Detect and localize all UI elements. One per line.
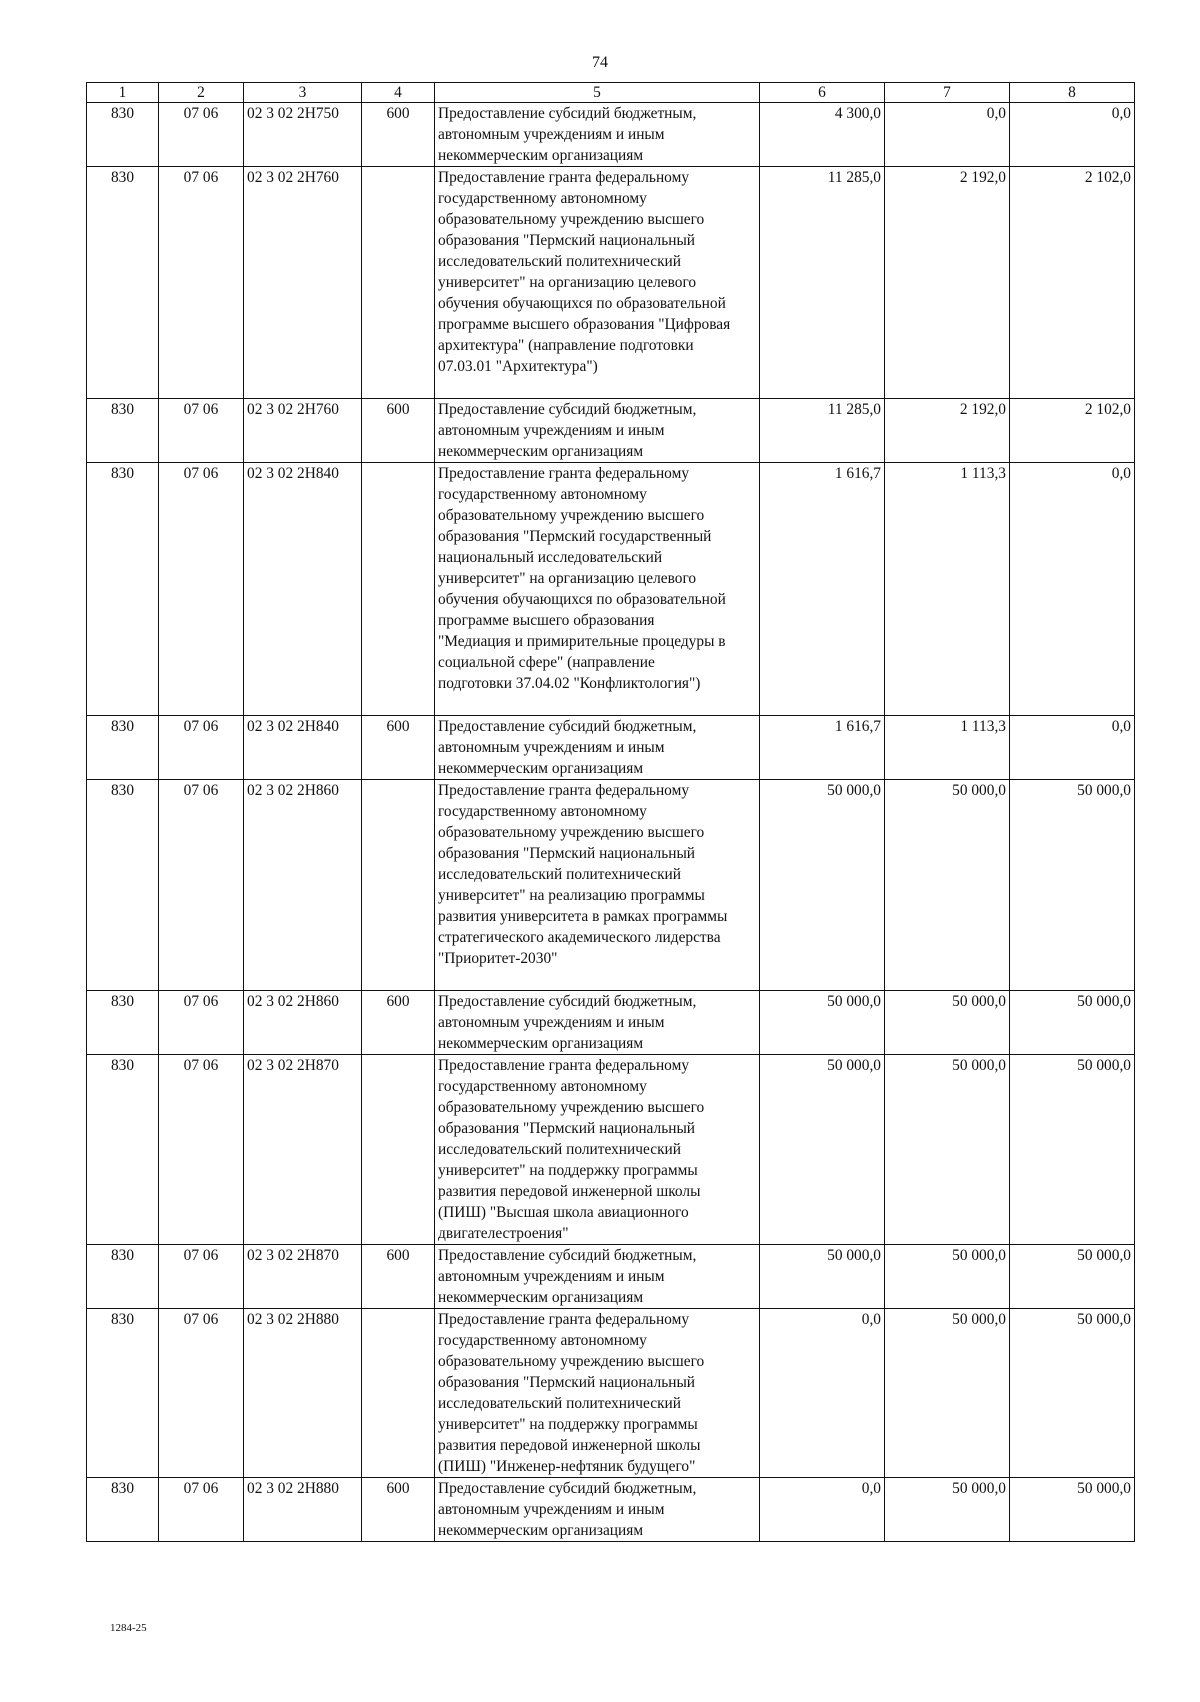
description-line: двигателестроения" — [438, 1225, 569, 1242]
description-line: образовательному учреждению высшего — [438, 824, 705, 841]
description-line: "Приоритет-2030" — [438, 950, 558, 967]
cell-expense-type — [362, 1309, 435, 1478]
description-line: государственному автономному — [438, 1078, 647, 1095]
cell-amount-year-2: 50 000,0 — [885, 1478, 1010, 1542]
cell-target-article: 02 3 02 2Н860 — [244, 991, 362, 1055]
table-row — [87, 780, 1135, 991]
cell-amount-year-2: 50 000,0 — [885, 1055, 1010, 1245]
description-line: Предоставление субсидий бюджетным, — [438, 105, 697, 122]
description-line: образования "Пермский национальный — [438, 1120, 696, 1137]
cell-amount-year-3: 50 000,0 — [1010, 1055, 1135, 1245]
cell-amount-year-1: 0,0 — [760, 1309, 885, 1478]
description-line: автономным учреждениям и иным — [438, 126, 665, 143]
cell-target-article: 02 3 02 2Н870 — [244, 1055, 362, 1245]
cell-description — [435, 716, 760, 780]
description-line: государственному автономному — [438, 190, 647, 207]
description-line: автономным учреждениям и иным — [438, 1014, 665, 1031]
row-spacer — [438, 969, 756, 990]
row-spacer — [438, 377, 756, 398]
cell-target-article: 02 3 02 2Н750 — [244, 103, 362, 167]
column-header-3: 3 — [244, 83, 362, 103]
description-line: Предоставление гранта федеральному — [438, 782, 690, 799]
description-line: образования "Пермский национальный — [438, 1374, 696, 1391]
cell-section-code: 07 06 — [159, 399, 244, 463]
description-line: образования "Пермский национальный — [438, 845, 696, 862]
cell-expense-type — [362, 1055, 435, 1245]
table-row — [87, 399, 1135, 463]
description-line: Предоставление субсидий бюджетным, — [438, 993, 697, 1010]
description-line: развития передовой инженерной школы — [438, 1183, 701, 1200]
cell-amount-year-3: 50 000,0 — [1010, 780, 1135, 991]
cell-amount-year-1: 50 000,0 — [760, 991, 885, 1055]
description-line: государственному автономному — [438, 803, 647, 820]
cell-description — [435, 1309, 760, 1478]
column-header-1: 1 — [87, 83, 159, 103]
cell-target-article: 02 3 02 2Н880 — [244, 1478, 362, 1542]
cell-description — [435, 780, 760, 991]
cell-amount-year-1: 11 285,0 — [760, 167, 885, 399]
cell-department-code: 830 — [87, 463, 159, 716]
column-header-2: 2 — [159, 83, 244, 103]
description-line: исследовательский политехнический — [438, 866, 682, 883]
description-line: Предоставление субсидий бюджетным, — [438, 718, 697, 735]
table-row — [87, 167, 1135, 399]
column-header-7: 7 — [885, 83, 1010, 103]
cell-department-code: 830 — [87, 1055, 159, 1245]
description-line: образования "Пермский государственный — [438, 528, 712, 545]
cell-amount-year-3: 0,0 — [1010, 103, 1135, 167]
cell-amount-year-1: 50 000,0 — [760, 1055, 885, 1245]
table-row — [87, 716, 1135, 780]
description-line: подготовки 37.04.02 "Конфликтология") — [438, 675, 701, 692]
description-line: (ПИШ) "Высшая школа авиационного — [438, 1204, 689, 1221]
description-line: программе высшего образования "Цифровая — [438, 316, 731, 333]
table-row — [87, 103, 1135, 167]
cell-expense-type — [362, 167, 435, 399]
cell-target-article: 02 3 02 2Н840 — [244, 463, 362, 716]
table-row — [87, 991, 1135, 1055]
cell-expense-type: 600 — [362, 1478, 435, 1542]
cell-section-code: 07 06 — [159, 1055, 244, 1245]
description-line: университет" на поддержку программы — [438, 1416, 698, 1433]
cell-section-code: 07 06 — [159, 991, 244, 1055]
description-line: Предоставление гранта федеральному — [438, 465, 690, 482]
description-line: некоммерческим организациям — [438, 1035, 644, 1052]
cell-amount-year-3: 0,0 — [1010, 463, 1135, 716]
cell-amount-year-1: 11 285,0 — [760, 399, 885, 463]
cell-target-article: 02 3 02 2Н760 — [244, 167, 362, 399]
cell-amount-year-3: 50 000,0 — [1010, 1245, 1135, 1309]
description-line: программе высшего образования — [438, 612, 655, 629]
cell-amount-year-3: 2 102,0 — [1010, 399, 1135, 463]
description-line: Предоставление субсидий бюджетным, — [438, 1247, 697, 1264]
cell-description — [435, 167, 760, 399]
row-spacer — [438, 694, 756, 715]
cell-amount-year-1: 1 616,7 — [760, 463, 885, 716]
cell-description — [435, 991, 760, 1055]
cell-section-code: 07 06 — [159, 167, 244, 399]
cell-target-article: 02 3 02 2Н860 — [244, 780, 362, 991]
description-line: образования "Пермский национальный — [438, 232, 696, 249]
cell-amount-year-3: 50 000,0 — [1010, 991, 1135, 1055]
page-number: 74 — [592, 54, 608, 71]
description-line: Предоставление субсидий бюджетным, — [438, 1480, 697, 1497]
cell-department-code: 830 — [87, 716, 159, 780]
cell-amount-year-2: 50 000,0 — [885, 780, 1010, 991]
description-line: исследовательский политехнический — [438, 1395, 682, 1412]
description-line: автономным учреждениям и иным — [438, 1268, 665, 1285]
cell-section-code: 07 06 — [159, 1245, 244, 1309]
table-header — [87, 83, 1135, 103]
description-line: архитектура" (направление подготовки — [438, 337, 694, 354]
cell-amount-year-1: 50 000,0 — [760, 1245, 885, 1309]
column-header-4: 4 — [362, 83, 435, 103]
column-numbers-row — [87, 83, 1135, 103]
cell-amount-year-3: 50 000,0 — [1010, 1309, 1135, 1478]
cell-amount-year-3: 2 102,0 — [1010, 167, 1135, 399]
cell-description — [435, 103, 760, 167]
cell-target-article: 02 3 02 2Н760 — [244, 399, 362, 463]
description-line: образовательному учреждению высшего — [438, 1099, 705, 1116]
table-row — [87, 1055, 1135, 1245]
description-line: Предоставление гранта федеральному — [438, 1311, 690, 1328]
cell-department-code: 830 — [87, 1245, 159, 1309]
cell-department-code: 830 — [87, 167, 159, 399]
cell-amount-year-1: 0,0 — [760, 1478, 885, 1542]
cell-section-code: 07 06 — [159, 463, 244, 716]
column-header-5: 5 — [435, 83, 760, 103]
description-line: (ПИШ) "Инженер-нефтяник будущего" — [438, 1458, 696, 1475]
cell-amount-year-1: 1 616,7 — [760, 716, 885, 780]
cell-amount-year-3: 50 000,0 — [1010, 1478, 1135, 1542]
cell-department-code: 830 — [87, 1309, 159, 1478]
cell-section-code: 07 06 — [159, 1478, 244, 1542]
cell-description — [435, 1245, 760, 1309]
description-line: 07.03.01 "Архитектура") — [438, 358, 598, 375]
description-line: Предоставление субсидий бюджетным, — [438, 401, 697, 418]
cell-expense-type: 600 — [362, 716, 435, 780]
cell-amount-year-1: 4 300,0 — [760, 103, 885, 167]
cell-description — [435, 1055, 760, 1245]
description-line: автономным учреждениям и иным — [438, 739, 665, 756]
description-line: национальный исследовательский — [438, 549, 663, 566]
table-row — [87, 1478, 1135, 1542]
table-body — [87, 103, 1135, 1542]
description-line: некоммерческим организациям — [438, 147, 644, 164]
cell-description — [435, 399, 760, 463]
description-line: некоммерческим организациям — [438, 1289, 644, 1306]
budget-table — [86, 82, 1135, 1542]
table-row — [87, 1309, 1135, 1478]
cell-expense-type: 600 — [362, 991, 435, 1055]
description-line: университет" на поддержку программы — [438, 1162, 698, 1179]
cell-target-article: 02 3 02 2Н840 — [244, 716, 362, 780]
cell-department-code: 830 — [87, 991, 159, 1055]
cell-expense-type — [362, 463, 435, 716]
description-line: исследовательский политехнический — [438, 1141, 682, 1158]
cell-amount-year-2: 50 000,0 — [885, 1245, 1010, 1309]
cell-expense-type — [362, 780, 435, 991]
cell-amount-year-3: 0,0 — [1010, 716, 1135, 780]
description-line: государственному автономному — [438, 486, 647, 503]
description-line: автономным учреждениям и иным — [438, 422, 665, 439]
cell-description — [435, 1478, 760, 1542]
description-line: стратегического академического лидерства — [438, 929, 721, 946]
description-line: образовательному учреждению высшего — [438, 211, 705, 228]
cell-amount-year-2: 0,0 — [885, 103, 1010, 167]
cell-expense-type: 600 — [362, 399, 435, 463]
cell-expense-type: 600 — [362, 1245, 435, 1309]
cell-section-code: 07 06 — [159, 780, 244, 991]
description-line: образовательному учреждению высшего — [438, 1353, 705, 1370]
cell-amount-year-2: 50 000,0 — [885, 1309, 1010, 1478]
cell-expense-type: 600 — [362, 103, 435, 167]
cell-amount-year-2: 1 113,3 — [885, 463, 1010, 716]
cell-description — [435, 463, 760, 716]
cell-section-code: 07 06 — [159, 716, 244, 780]
cell-amount-year-1: 50 000,0 — [760, 780, 885, 991]
description-line: Предоставление гранта федеральному — [438, 1057, 690, 1074]
cell-amount-year-2: 50 000,0 — [885, 991, 1010, 1055]
description-line: обучения обучающихся по образовательной — [438, 591, 726, 608]
description-line: исследовательский политехнический — [438, 253, 682, 270]
cell-section-code: 07 06 — [159, 1309, 244, 1478]
table-row — [87, 463, 1135, 716]
column-header-6: 6 — [760, 83, 885, 103]
table-row — [87, 1245, 1135, 1309]
description-line: университет" на организацию целевого — [438, 274, 697, 291]
description-line: государственному автономному — [438, 1332, 647, 1349]
document-code: 1284-25 — [110, 1622, 147, 1634]
description-line: Предоставление гранта федеральному — [438, 169, 690, 186]
description-line: обучения обучающихся по образовательной — [438, 295, 726, 312]
cell-amount-year-2: 2 192,0 — [885, 167, 1010, 399]
cell-amount-year-2: 2 192,0 — [885, 399, 1010, 463]
cell-department-code: 830 — [87, 780, 159, 991]
description-line: университет" на организацию целевого — [438, 570, 697, 587]
cell-department-code: 830 — [87, 103, 159, 167]
description-line: развития передовой инженерной школы — [438, 1437, 701, 1454]
description-line: "Медиация и примирительные процедуры в — [438, 633, 726, 650]
description-line: университет" на реализацию программы — [438, 887, 705, 904]
cell-department-code: 830 — [87, 1478, 159, 1542]
description-line: развития университета в рамках программы — [438, 908, 728, 925]
description-line: некоммерческим организациям — [438, 1522, 644, 1539]
description-line: социальной сфере" (направление — [438, 654, 655, 671]
description-line: образовательному учреждению высшего — [438, 507, 705, 524]
cell-section-code: 07 06 — [159, 103, 244, 167]
column-header-8: 8 — [1010, 83, 1135, 103]
cell-target-article: 02 3 02 2Н880 — [244, 1309, 362, 1478]
cell-target-article: 02 3 02 2Н870 — [244, 1245, 362, 1309]
description-line: некоммерческим организациям — [438, 443, 644, 460]
cell-department-code: 830 — [87, 399, 159, 463]
cell-amount-year-2: 1 113,3 — [885, 716, 1010, 780]
description-line: некоммерческим организациям — [438, 760, 644, 777]
description-line: автономным учреждениям и иным — [438, 1501, 665, 1518]
